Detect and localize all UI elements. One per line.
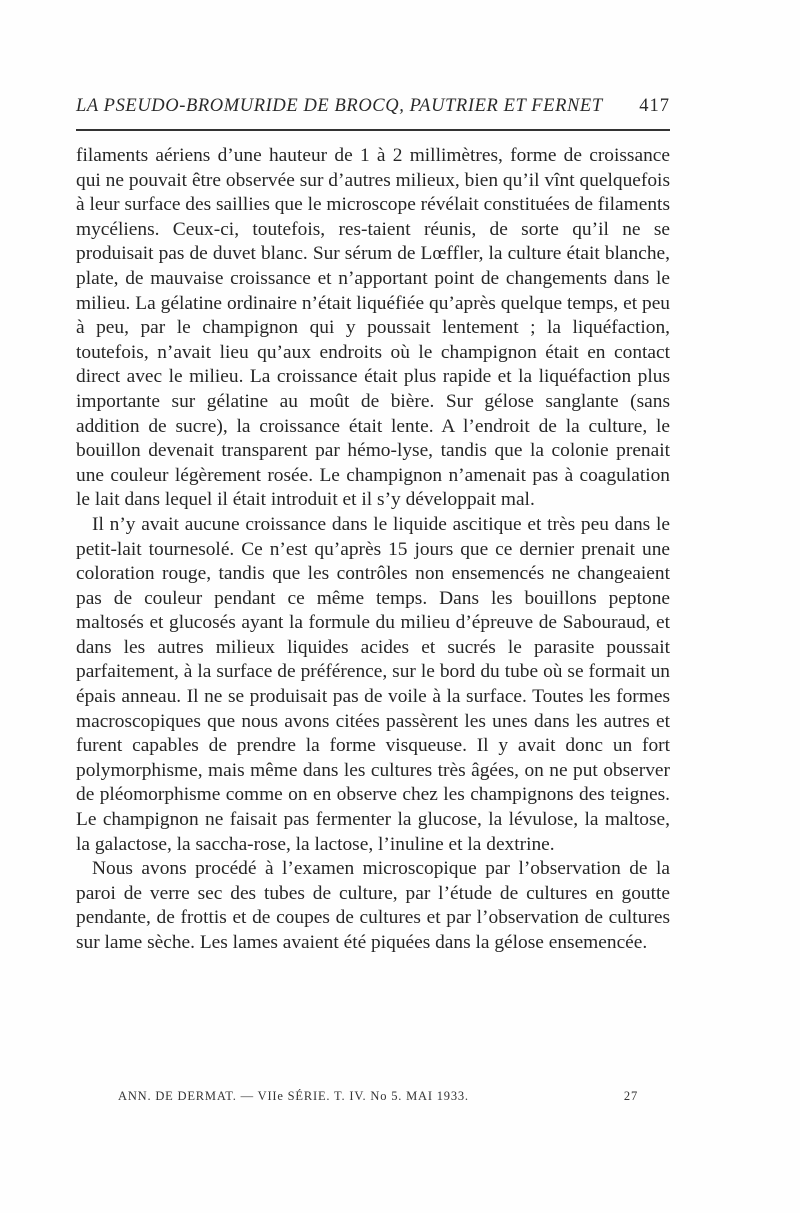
page-number: 417 (639, 96, 670, 116)
journal-reference: ANN. DE DERMAT. — VIIe SÉRIE. T. IV. No 5. MAI 1933. (118, 1089, 469, 1103)
running-head (76, 96, 670, 117)
page-footer (118, 1089, 638, 1104)
running-title: LA PSEUDO-BROMURIDE DE BROCQ, PAUTRIER ET FERNET (76, 96, 603, 116)
body-text (76, 144, 670, 956)
header-rule (76, 129, 670, 131)
paragraph-3: Nous avons procédé à l’examen microscopique par l’observation de la paroi de verre sec des tubes de culture, par l’étude de cultures en goutte pendante, de frottis et de coupes de cultures et par l’observation de cultures sur lame sèche. Les lames avaient été piquées dans la gélose ensemencée. (76, 858, 670, 953)
paragraph-2: Il n’y avait aucune croissance dans le liquide ascitique et très peu dans le petit-lait tournesolé. Ce n’est qu’après 15 jours que ce dernier prenait une coloration rouge, tandis que les contrôles non ensemencés ne changeaient pas de couleur pendant ce même temps. Dans les bouillons peptone maltosés et glucosés ayant la formule du milieu d’épreuve de Sabouraud, et dans les autres milieux liquides acides et sucrés le parasite poussait parfaitement, à la surface de préférence, sur le bord du tube où se formait un épais anneau. Il ne se produisait pas de voile à la surface. Toutes les formes macroscopiques que nous avons citées passèrent les unes dans les autres et furent capables de prendre la forme visqueuse. Il y avait donc un fort polymorphisme, mais même dans les cultures très âgées, on ne put observer de pléomorphisme comme on en observe chez les champignons des teignes. Le champignon ne faisait pas fermenter la glucose, la lévulose, la maltose, la galactose, la saccha-rose, la lactose, l’inuline et la dextrine. (76, 513, 670, 855)
paragraph-1: filaments aériens d’une hauteur de 1 à 2 millimètres, forme de croissance qui ne pouvait être observée sur d’autres milieux, bien qu’il vînt quelquefois à leur surface des saillies que le microscope révélait constituées de filaments mycéliens. Ceux-ci, toutefois, res-taient réunis, de sorte qu’il ne se produisait pas de duvet blanc. Sur sérum de Lœffler, la culture était blanche, plate, de mauvaise croissance et n’apportant point de changements dans le milieu. La gélatine ordinaire n’était liquéfiée qu’après quelque temps, et peu à peu, par le champignon qui y poussait lentement ; la liquéfaction, toutefois, n’avait lieu qu’aux endroits où le champignon était en contact direct avec le milieu. La croissance était plus rapide et la liquéfaction plus importante sur gélatine au moût de bière. Sur gélose sanglante (sans addition de sucre), la croissance était lente. A l’endroit de la culture, le bouillon devenait transparent par hémo-lyse, tandis que la colonie prenait une couleur légèrement rosée. Le champignon n’amenait pas à coagulation le lait dans lequel il était introduit et il s’y développait mal. (76, 145, 670, 511)
signature-mark: 27 (623, 1089, 638, 1103)
